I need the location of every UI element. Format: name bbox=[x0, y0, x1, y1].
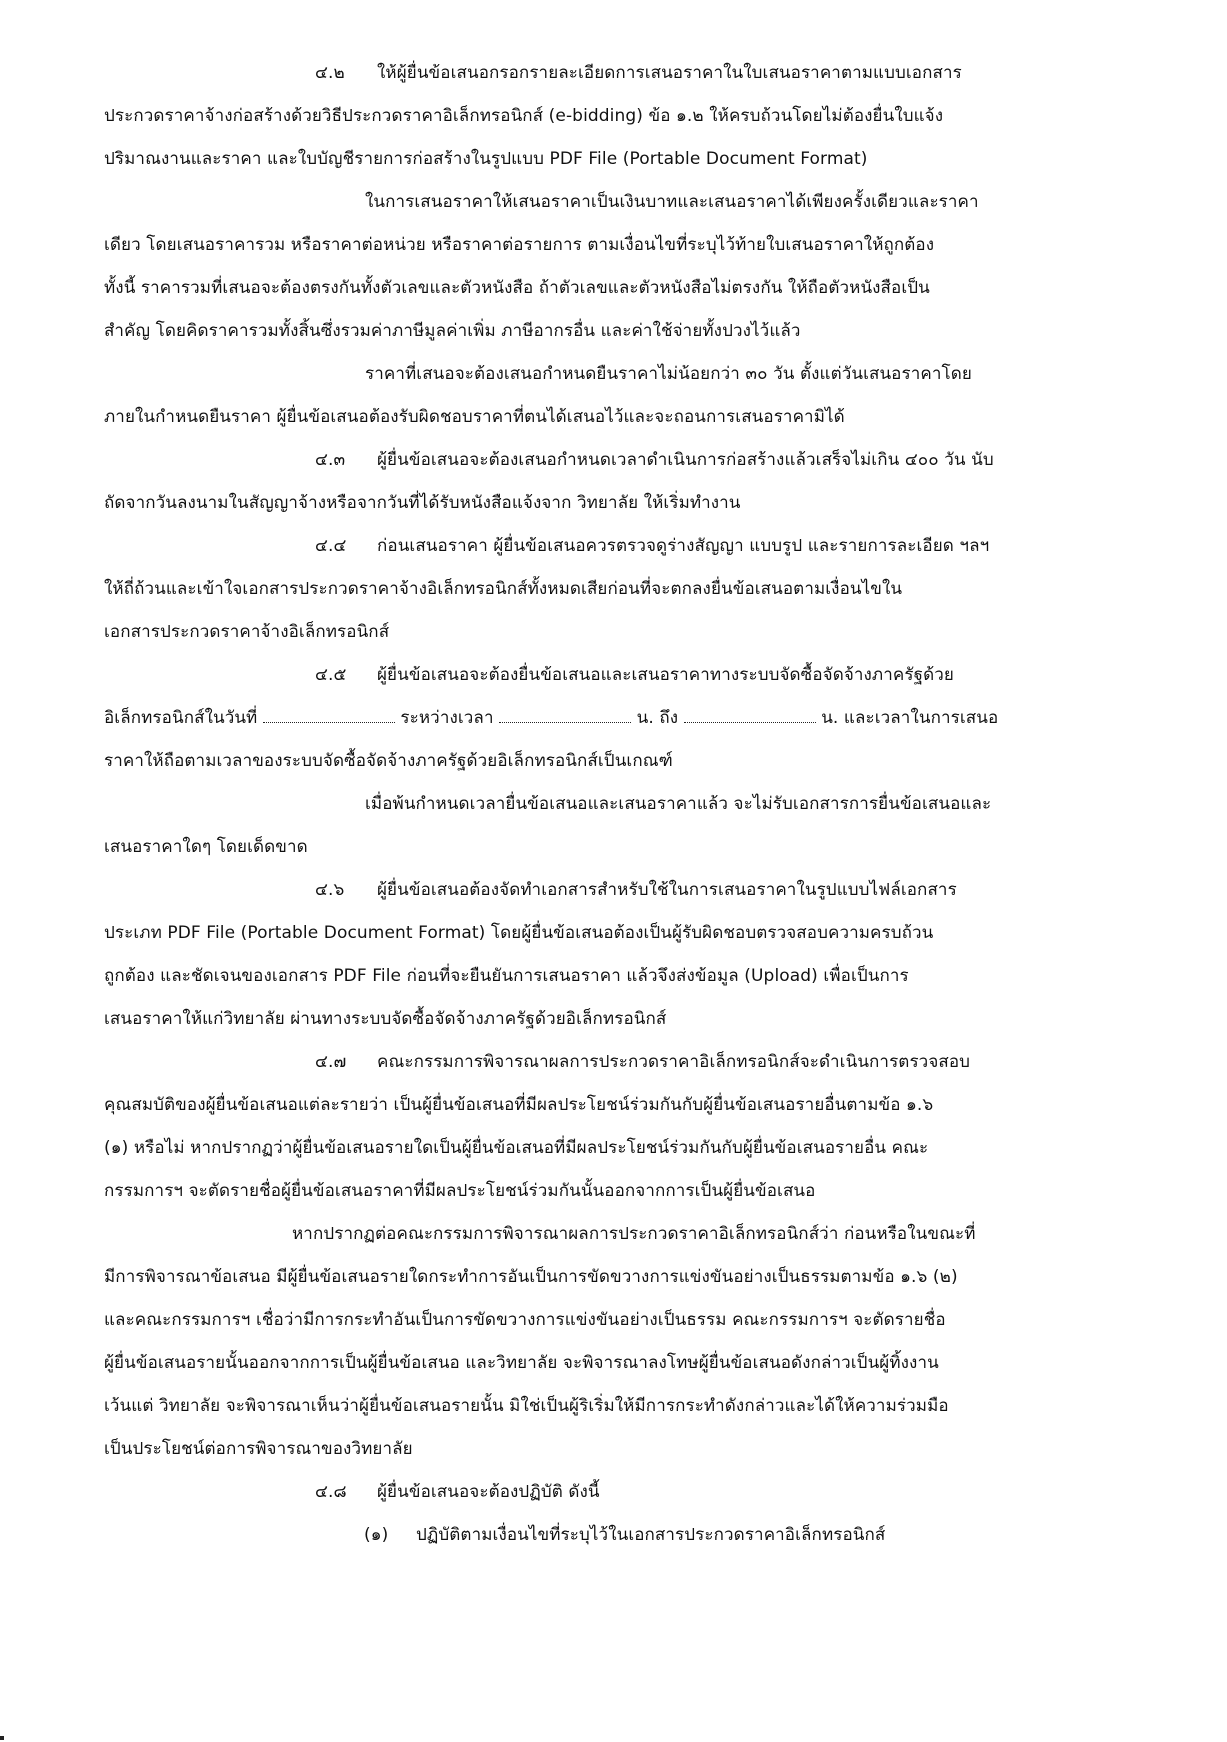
clause-text: ผู้ยื่นข้อเสนอจะต้องปฏิบัติ ดังนี้ bbox=[377, 1482, 600, 1502]
text-line: ประกวดราคาจ้างก่อสร้างด้วยวิธีประกวดราคาอิเล็กทรอนิกส์ (e-bidding) ข้อ ๑.๒ ให้ครบถ้วนโดยไม่ต้องยื่นใบแจ้ง bbox=[104, 106, 944, 126]
text-line: ภายในกำหนดยืนราคา ผู้ยื่นข้อเสนอต้องรับผิดชอบราคาที่ตนได้เสนอไว้และจะถอนการเสนอราคามิได้ bbox=[104, 407, 845, 427]
clause-number: ๔.๕ bbox=[315, 665, 347, 685]
text-line: ทั้งนี้ ราคารวมที่เสนอจะต้องตรงกันทั้งตัวเลขและตัวหนังสือ ถ้าตัวเลขและตัวหนังสือไม่ตรงกัน ให้ถือตัวหนังสือเป็น bbox=[104, 278, 930, 298]
clause-4-5 bbox=[315, 664, 954, 686]
text-line: ราคาที่เสนอจะต้องเสนอกำหนดยืนราคาไม่น้อยกว่า ๓๐ วัน ตั้งแต่วันเสนอราคาโดย bbox=[365, 364, 972, 384]
text-line: เสนอราคาใดๆ โดยเด็ดขาด bbox=[104, 837, 308, 857]
clause-number: ๔.๗ bbox=[315, 1052, 347, 1072]
clause-text: ผู้ยื่นข้อเสนอจะต้องยื่นข้อเสนอและเสนอราคาทางระบบจัดซื้อจัดจ้างภาครัฐด้วย bbox=[377, 665, 954, 685]
text-line: คุณสมบัติของผู้ยื่นข้อเสนอแต่ละรายว่า เป็นผู้ยื่นข้อเสนอที่มีผลประโยชน์ร่วมกันกับผู้ยื่นข้อเสนอรายอื่นตามข้อ ๑.๖ bbox=[104, 1095, 934, 1115]
text-line: ประเภท PDF File (Portable Document Format) โดยผู้ยื่นข้อเสนอต้องเป็นผู้รับผิดชอบตรวจสอบความครบถ้วน bbox=[104, 923, 934, 943]
clause-4-2 bbox=[315, 62, 962, 84]
text-line: เว้นแต่ วิทยาลัย จะพิจารณาเห็นว่าผู้ยื่นข้อเสนอรายนั้น มิใช่เป็นผู้ริเริ่มให้มีการกระทำดังกล่าวและได้ให้ความร่วมมือ bbox=[104, 1396, 949, 1416]
clause-number: ๔.๒ bbox=[315, 63, 345, 83]
text-line: ในการเสนอราคาให้เสนอราคาเป็นเงินบาทและเสนอราคาได้เพียงครั้งเดียวและราคา bbox=[365, 192, 979, 212]
sub-clause-number: (๑) bbox=[364, 1525, 389, 1545]
text-part: น. ถึง bbox=[636, 708, 679, 728]
clause-text: คณะกรรมการพิจารณาผลการประกวดราคาอิเล็กทรอนิกส์จะดำเนินการตรวจสอบ bbox=[377, 1052, 971, 1072]
text-line: เป็นประโยชน์ต่อการพิจารณาของวิทยาลัย bbox=[104, 1439, 413, 1459]
clause-4-7 bbox=[315, 1051, 970, 1073]
fill-in-line bbox=[104, 707, 998, 729]
clause-4-4 bbox=[315, 535, 989, 557]
clause-4-6 bbox=[315, 879, 957, 901]
text-line: เสนอราคาให้แก่วิทยาลัย ผ่านทางระบบจัดซื้อจัดจ้างภาครัฐด้วยอิเล็กทรอนิกส์ bbox=[104, 1009, 667, 1029]
sub-clause-1 bbox=[364, 1524, 885, 1546]
clause-number: ๔.๔ bbox=[315, 536, 347, 556]
text-part: อิเล็กทรอนิกส์ในวันที่ bbox=[104, 708, 258, 728]
clause-number: ๔.๘ bbox=[315, 1482, 347, 1502]
blank-end-time-field bbox=[684, 708, 816, 723]
text-line: ผู้ยื่นข้อเสนอรายนั้นออกจากการเป็นผู้ยื่นข้อเสนอ และวิทยาลัย จะพิจารณาลงโทษผู้ยื่นข้อเสนอดังกล่าวเป็นผู้ทิ้งงาน bbox=[104, 1353, 939, 1373]
text-line: และคณะกรรมการฯ เชื่อว่ามีการกระทำอันเป็นการขัดขวางการแข่งขันอย่างเป็นธรรม คณะกรรมการฯ จะตัดรายชื่อ bbox=[104, 1310, 946, 1330]
text-part: ระหว่างเวลา bbox=[400, 708, 494, 728]
text-line: กรรมการฯ จะตัดรายชื่อผู้ยื่นข้อเสนอราคาที่มีผลประโยชน์ร่วมกันนั้นออกจากการเป็นผู้ยื่นข้อเสนอ bbox=[104, 1181, 816, 1201]
text-line: มีการพิจารณาข้อเสนอ มีผู้ยื่นข้อเสนอรายใดกระทำการอันเป็นการขัดขวางการแข่งขันอย่างเป็นธรรมตามข้อ ๑.๖ (๒) bbox=[104, 1267, 958, 1287]
blank-start-time-field bbox=[499, 708, 631, 723]
text-line: เมื่อพ้นกำหนดเวลายื่นข้อเสนอและเสนอราคาแล้ว จะไม่รับเอกสารการยื่นข้อเสนอและ bbox=[365, 794, 992, 814]
clause-text: ให้ผู้ยื่นข้อเสนอกรอกรายละเอียดการเสนอราคาในใบเสนอราคาตามแบบเอกสาร bbox=[377, 63, 962, 83]
clause-number: ๔.๓ bbox=[315, 450, 346, 470]
clause-text: ผู้ยื่นข้อเสนอต้องจัดทำเอกสารสำหรับใช้ในการเสนอราคาในรูปแบบไฟล์เอกสาร bbox=[377, 880, 957, 900]
blank-date-field bbox=[263, 708, 395, 723]
text-line: (๑) หรือไม่ หากปรากฏว่าผู้ยื่นข้อเสนอรายใดเป็นผู้ยื่นข้อเสนอที่มีผลประโยชน์ร่วมกันกับผู้ยื่นข้อเสนอรายอื่น คณะ bbox=[104, 1138, 929, 1158]
text-line: ถูกต้อง และชัดเจนของเอกสาร PDF File ก่อนที่จะยืนยันการเสนอราคา แล้วจึงส่งข้อมูล (Upload) เพื่อเป็นการ bbox=[104, 966, 909, 986]
text-line: หากปรากฏต่อคณะกรรมการพิจารณาผลการประกวดราคาอิเล็กทรอนิกส์ว่า ก่อนหรือในขณะที่ bbox=[292, 1224, 976, 1244]
text-line: เอกสารประกวดราคาจ้างอิเล็กทรอนิกส์ bbox=[104, 622, 390, 642]
scan-speck bbox=[0, 1736, 4, 1740]
text-line: เดียว โดยเสนอราคารวม หรือราคาต่อหน่วย หรือราคาต่อรายการ ตามเงื่อนไขที่ระบุไว้ท้ายใบเสนอราคาให้ถูกต้อง bbox=[104, 235, 935, 255]
text-line: ปริมาณงานและราคา และใบบัญชีรายการก่อสร้างในรูปแบบ PDF File (Portable Document Format) bbox=[104, 149, 868, 169]
clause-4-3 bbox=[315, 449, 994, 471]
text-line: สำคัญ โดยคิดราคารวมทั้งสิ้นซึ่งรวมค่าภาษีมูลค่าเพิ่ม ภาษีอากรอื่น และค่าใช้จ่ายทั้งปวงไว้แล้ว bbox=[104, 321, 801, 341]
text-part: น. และเวลาในการเสนอ bbox=[821, 708, 999, 728]
text-line: ราคาให้ถือตามเวลาของระบบจัดซื้อจัดจ้างภาครัฐด้วยอิเล็กทรอนิกส์เป็นเกณฑ์ bbox=[104, 751, 673, 771]
text-line: ถัดจากวันลงนามในสัญญาจ้างหรือจากวันที่ได้รับหนังสือแจ้งจาก วิทยาลัย ให้เริ่มทำงาน bbox=[104, 493, 741, 513]
text-line: ให้ถี่ถ้วนและเข้าใจเอกสารประกวดราคาจ้างอิเล็กทรอนิกส์ทั้งหมดเสียก่อนที่จะตกลงยื่นข้อเสนอตามเงื่อนไขใน bbox=[104, 579, 903, 599]
clause-number: ๔.๖ bbox=[315, 880, 345, 900]
clause-text: ผู้ยื่นข้อเสนอจะต้องเสนอกำหนดเวลาดำเนินการก่อสร้างแล้วเสร็จไม่เกิน ๔๐๐ วัน นับ bbox=[377, 450, 994, 470]
sub-clause-text: ปฏิบัติตามเงื่อนไขที่ระบุไว้ในเอกสารประกวดราคาอิเล็กทรอนิกส์ bbox=[416, 1525, 886, 1545]
clause-4-8 bbox=[315, 1481, 600, 1503]
clause-text: ก่อนเสนอราคา ผู้ยื่นข้อเสนอควรตรวจดูร่างสัญญา แบบรูป และรายการละเอียด ฯลฯ bbox=[377, 536, 990, 556]
